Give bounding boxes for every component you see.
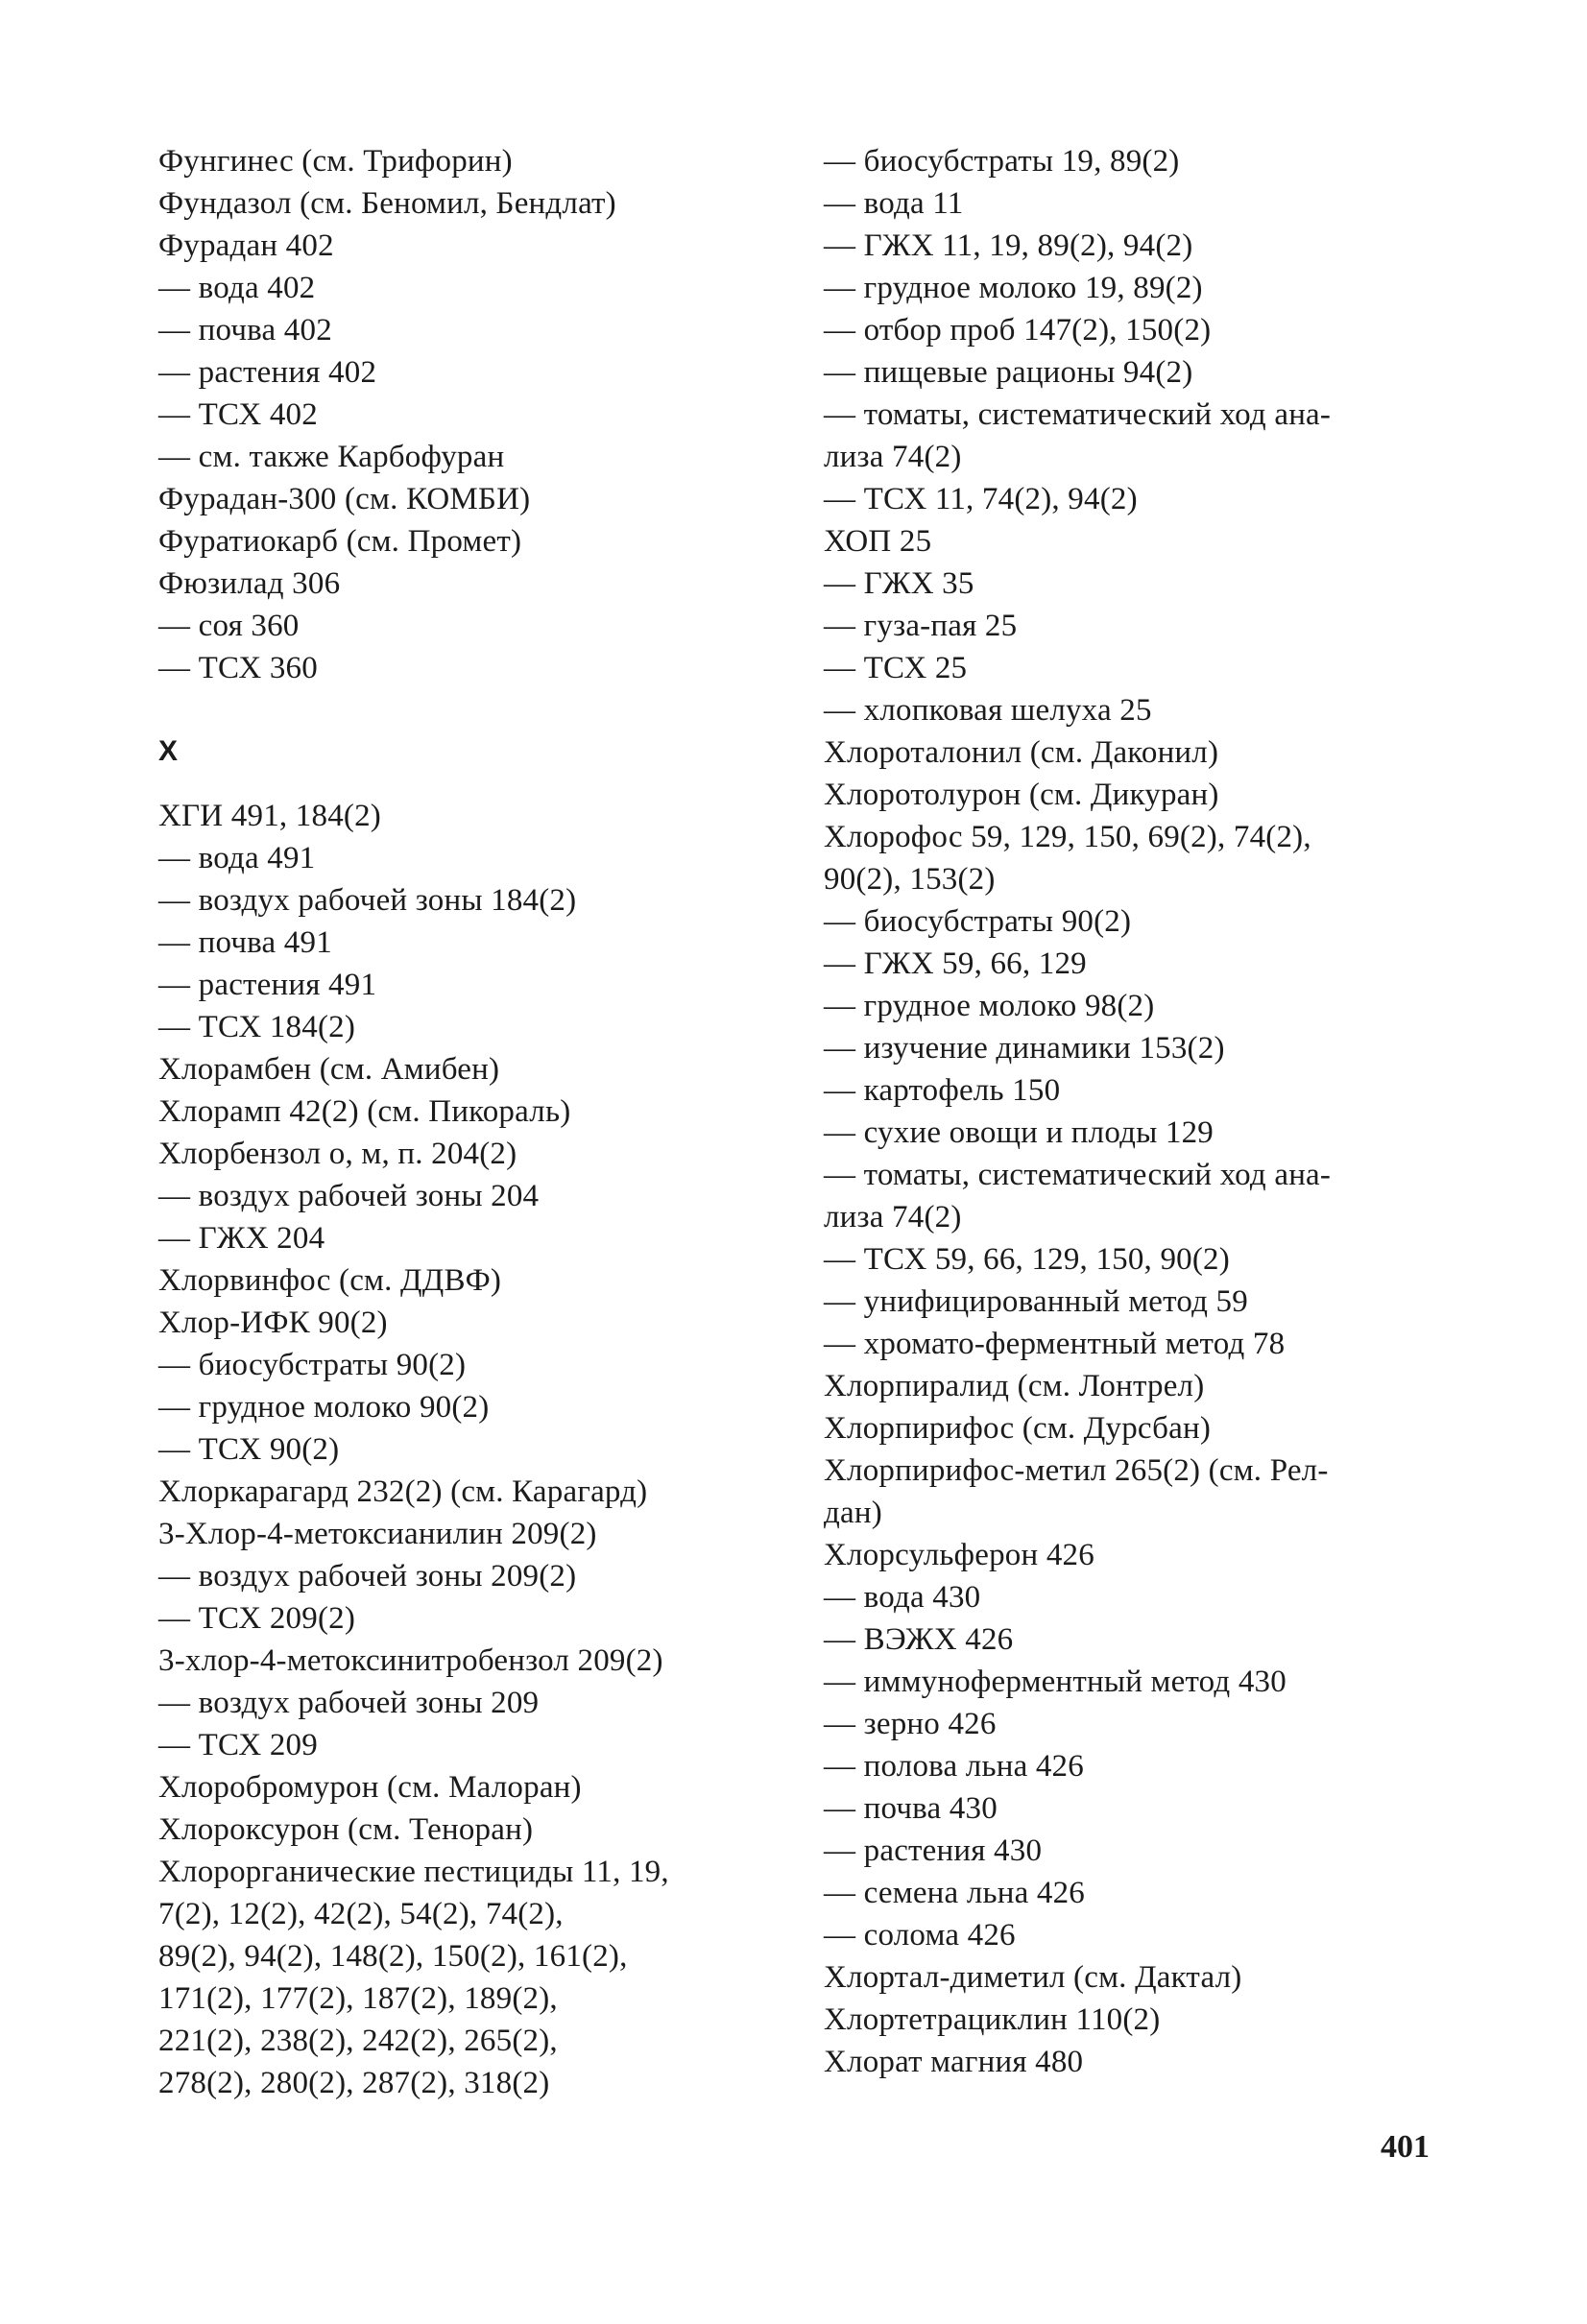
index-entry: 7(2), 12(2), 42(2), 54(2), 74(2), [158,1897,564,1931]
index-entry: — биосубстраты 90(2) [158,1348,467,1382]
index-entry: Хлорвинфос (см. ДДВФ) [158,1263,502,1298]
index-entry: — вода 430 [824,1580,981,1615]
index-entry: лиза 74(2) [824,440,962,474]
index-entry: — воздух рабочей зоны 209 [158,1686,540,1720]
index-entry: — воздух рабочей зоны 204 [158,1179,540,1213]
index-entry: — хромато-ферментный метод 78 [824,1327,1286,1361]
index-entry: Хлорат магния 480 [824,2045,1084,2079]
index-entry: — ТСХ 184(2) [158,1010,356,1044]
index-entry: Хлорофос 59, 129, 150, 69(2), 74(2), [824,820,1311,854]
index-entry: — соя 360 [158,609,300,643]
left-index-column [158,140,782,2104]
index-entry: Хлортал-диметил (см. Дактал) [824,1960,1242,1995]
index-entry: — отбор проб 147(2), 150(2) [824,313,1212,347]
index-entry: — ТСХ 25 [824,651,968,685]
index-entry: — воздух рабочей зоны 184(2) [158,883,577,918]
index-entry: — ТСХ 11, 74(2), 94(2) [824,482,1138,516]
index-entry: — вода 402 [158,271,316,305]
section-letter-heading: Х [158,735,179,767]
index-entry: — семена льна 426 [824,1876,1086,1910]
index-entry: Хлороталонил (см. Даконил) [824,735,1219,770]
index-entry: — унифицированный метод 59 [824,1284,1248,1319]
index-entry: — почва 402 [158,313,332,347]
index-entry: — растения 402 [158,355,377,390]
index-entry: — растения 491 [158,968,377,1002]
index-entry: 3-хлор-4-метоксинитробензол 209(2) [158,1643,663,1678]
index-entry: 89(2), 94(2), 148(2), 150(2), 161(2), [158,1939,628,1974]
index-entry: — картофель 150 [824,1073,1061,1108]
index-entry: Хлорпирифос-метил 265(2) (см. Рел- [824,1453,1329,1488]
index-entry: Хлорпирифос (см. Дурсбан) [824,1411,1212,1446]
index-entry: ХОП 25 [824,524,932,559]
index-entry: — ТСХ 360 [158,651,318,685]
index-entry: — хлопковая шелуха 25 [824,693,1152,728]
index-entry: 90(2), 153(2) [824,862,996,897]
index-entry: Хлорамбен (см. Амибен) [158,1052,500,1087]
index-entry: Хлорбензол о, м, п. 204(2) [158,1137,517,1171]
index-entry: Хлоркарагард 232(2) (см. Карагард) [158,1474,648,1509]
index-entry: — томаты, систематический ход ана- [824,397,1332,432]
index-entry: Хлортетрациклин 110(2) [824,2002,1161,2037]
index-entry: Фурадан-300 (см. КОМБИ) [158,482,531,516]
index-entry: ХГИ 491, 184(2) [158,799,381,833]
index-entry: — ТСХ 90(2) [158,1432,340,1467]
index-entry: дан) [824,1496,882,1530]
index-entry: — биосубстраты 90(2) [824,904,1132,939]
index-entry: Хлорпиралид (см. Лонтрел) [824,1369,1205,1403]
index-entry: — почва 430 [824,1791,998,1826]
index-entry: — ВЭЖХ 426 [824,1622,1014,1657]
index-entry: — см. также Карбофуран [158,440,505,474]
index-entry: Фунгинес (см. Трифорин) [158,144,513,179]
right-index-column [824,140,1438,2083]
index-entry: Фюзилад 306 [158,566,341,601]
index-entry: Хлор-ИФК 90(2) [158,1306,388,1340]
index-entry: — растения 430 [824,1833,1043,1868]
index-entry: — ТСХ 59, 66, 129, 150, 90(2) [824,1242,1230,1277]
index-entry: Хлорсульферон 426 [824,1538,1094,1572]
index-entry: 278(2), 280(2), 287(2), 318(2) [158,2066,550,2100]
page-number: 401 [1381,2129,1430,2165]
index-entry: Хлоротолурон (см. Дикуран) [824,778,1219,812]
index-entry: — ГЖХ 35 [824,566,974,601]
index-entry: — грудное молоко 90(2) [158,1390,490,1425]
index-entry: 221(2), 238(2), 242(2), 265(2), [158,2024,558,2058]
index-entry: Хлоробромурон (см. Малоран) [158,1770,582,1805]
index-entry: Фурадан 402 [158,228,334,263]
index-entry: — биосубстраты 19, 89(2) [824,144,1180,179]
index-entry: Хлорорганические пестициды 11, 19, [158,1855,669,1889]
index-entry: — изучение динамики 153(2) [824,1031,1225,1066]
index-entry: — иммуноферментный метод 430 [824,1665,1286,1699]
index-entry: — ГЖХ 11, 19, 89(2), 94(2) [824,228,1193,263]
index-entry: — вода 491 [158,841,316,875]
index-entry: Фундазол (см. Беномил, Бендлат) [158,186,616,221]
index-entry: — томаты, систематический ход ана- [824,1158,1332,1192]
index-entry: — ТСХ 402 [158,397,318,432]
index-entry: Хлорамп 42(2) (см. Пикораль) [158,1094,571,1129]
index-entry: Фуратиокарб (см. Промет) [158,524,522,559]
index-entry: — гуза-пая 25 [824,609,1018,643]
index-entry: — вода 11 [824,186,964,221]
index-entry: Хлороксурон (см. Теноран) [158,1812,534,1847]
index-entry: 171(2), 177(2), 187(2), 189(2), [158,1981,558,2016]
index-entry: — грудное молоко 98(2) [824,989,1155,1023]
index-entry: — ГЖХ 59, 66, 129 [824,946,1087,981]
index-entry: — солома 426 [824,1918,1016,1953]
index-entry: — ТСХ 209(2) [158,1601,356,1636]
index-entry: — грудное молоко 19, 89(2) [824,271,1203,305]
index-entry: — полова льна 426 [824,1749,1084,1784]
index-entry: 3-Хлор-4-метоксианилин 209(2) [158,1517,597,1551]
index-entry: — почва 491 [158,925,332,960]
index-entry: — пищевые рационы 94(2) [824,355,1193,390]
index-entry: — ГЖХ 204 [158,1221,325,1256]
index-entry: — воздух рабочей зоны 209(2) [158,1559,577,1593]
index-entry: — ТСХ 209 [158,1728,318,1762]
index-entry: — сухие овощи и плоды 129 [824,1115,1214,1150]
index-entry: лиза 74(2) [824,1200,962,1234]
index-entry: — зерно 426 [824,1707,997,1741]
